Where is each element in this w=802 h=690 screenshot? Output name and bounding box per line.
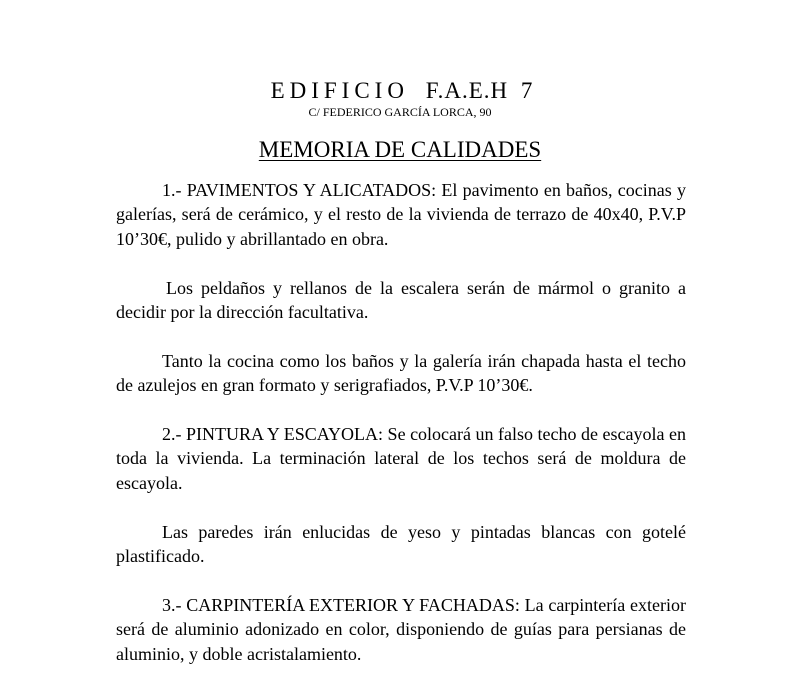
section-title-text: MEMORIA DE CALIDADES bbox=[258, 137, 542, 162]
paragraph-paredes: Las paredes irán enlucidas de yeso y pintadas blancas con gotelé plastificado. bbox=[116, 521, 686, 567]
paragraph-cocina-banos: Tanto la cocina como los baños y la galería irán chapada hasta el techo de azulejos en gran formato y serigrafiados, P.V.P 10’30€. bbox=[116, 350, 686, 396]
paragraph-pavimentos: 1.- PAVIMENTOS Y ALICATADOS: El pavimento en baños, cocinas y galerías, será de cerámico, y el resto de la vivienda de terrazo de 40x40, P.V.P 10’30€, pulido y abrillantado en obra. bbox=[116, 180, 686, 249]
building-title-code: F.A.E.H 7 bbox=[425, 78, 534, 103]
building-address: C/ FEDERICO GARCÍA LORCA, 90 bbox=[308, 105, 492, 119]
paragraph-peldanos: Los peldaños y rellanos de la escalera serán de mármol o granito a decidir por la dirección facultativa. bbox=[116, 277, 686, 323]
building-title bbox=[2, 78, 802, 104]
paragraph-pintura-escayola: 2.- PINTURA Y ESCAYOLA: Se colocará un falso techo de escayola en toda la vivienda. La terminación lateral de los techos será de moldura de escayola. bbox=[116, 424, 686, 493]
section-title bbox=[0, 136, 800, 164]
document-body bbox=[116, 178, 686, 690]
building-title-name: EDIFICIO bbox=[270, 78, 409, 103]
paragraph-carpinteria: 3.- CARPINTERÍA EXTERIOR Y FACHADAS: La carpintería exterior será de aluminio adonizado en color, disponiendo de guías para persianas de aluminio, y doble acristalamiento. bbox=[116, 594, 686, 664]
